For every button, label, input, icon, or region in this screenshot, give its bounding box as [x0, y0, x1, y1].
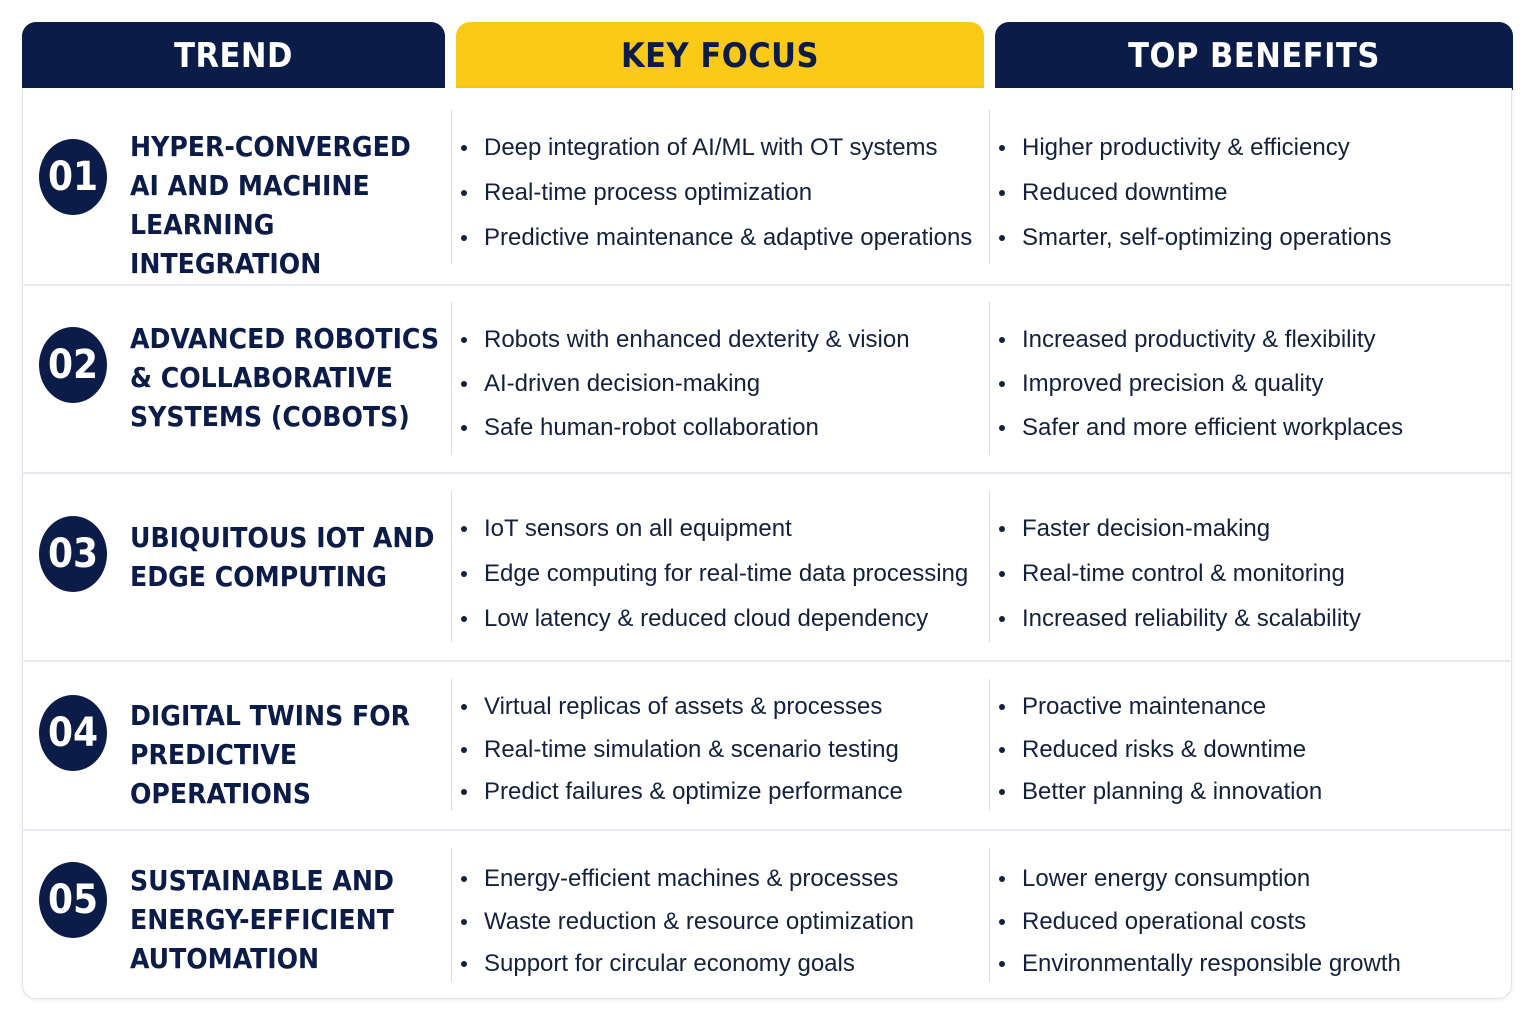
- key-focus-list-item: IoT sensors on all equipment: [458, 506, 968, 551]
- trend-title: SUSTAINABLE AND ENERGY-EFFICIENT AUTOMATION: [130, 864, 394, 975]
- top-benefits-list: [996, 506, 1361, 641]
- top-benefits-list-item: Proactive maintenance: [996, 686, 1322, 729]
- key-focus-list: [458, 686, 903, 814]
- key-focus-list-item: Predictive maintenance & adaptive operations: [458, 215, 972, 260]
- key-focus-list: [458, 858, 914, 986]
- key-focus-list-item: Deep integration of AI/ML with OT systems: [458, 125, 972, 170]
- key-focus-list: [458, 125, 972, 260]
- trend-title: ADVANCED ROBOTICS & COLLABORATIVE SYSTEMS (COBOTS): [130, 322, 440, 433]
- top-benefits-list: [996, 318, 1403, 450]
- top-benefits-list-item: Real-time control & monitoring: [996, 551, 1361, 596]
- column-divider: [989, 679, 990, 811]
- top-benefits-list-item: Lower energy consumption: [996, 858, 1401, 901]
- row-number-badge: 02: [39, 327, 107, 403]
- row-number-badge: 01: [39, 139, 107, 215]
- top-benefits-list-item: Environmentally responsible growth: [996, 943, 1401, 986]
- top-benefits-list-item: Reduced risks & downtime: [996, 729, 1322, 772]
- top-benefits-list: [996, 686, 1322, 814]
- row-divider: [22, 284, 1512, 286]
- key-focus-list-item: Real-time simulation & scenario testing: [458, 729, 903, 772]
- top-benefits-list: [996, 858, 1401, 986]
- header-top-benefits: TOP BENEFITS: [995, 22, 1513, 90]
- key-focus-list-item: Safe human-robot collaboration: [458, 406, 910, 450]
- top-benefits-list-item: Increased reliability & scalability: [996, 596, 1361, 641]
- column-divider: [989, 491, 990, 642]
- key-focus-list-item: AI-driven decision-making: [458, 362, 910, 406]
- top-benefits-list: [996, 125, 1392, 260]
- trend-title: UBIQUITOUS IOT AND EDGE COMPUTING: [130, 521, 435, 593]
- key-focus-list-item: Robots with enhanced dexterity & vision: [458, 318, 910, 362]
- key-focus-list-item: Edge computing for real-time data processing: [458, 551, 968, 596]
- top-benefits-list-item: Reduced operational costs: [996, 901, 1401, 944]
- key-focus-list-item: Waste reduction & resource optimization: [458, 901, 914, 944]
- top-benefits-list-item: Reduced downtime: [996, 170, 1392, 215]
- top-benefits-list-item: Better planning & innovation: [996, 771, 1322, 814]
- row-number-badge: 05: [39, 862, 107, 938]
- header-key-focus: KEY FOCUS: [456, 22, 984, 90]
- row-divider: [22, 472, 1512, 474]
- header-trend: TREND: [22, 22, 445, 90]
- key-focus-list-item: Low latency & reduced cloud dependency: [458, 596, 968, 641]
- key-focus-list: [458, 318, 910, 450]
- column-divider: [989, 302, 990, 455]
- top-benefits-list-item: Smarter, self-optimizing operations: [996, 215, 1392, 260]
- trend-title: HYPER-CONVERGED AI AND MACHINE LEARNING INTEGRATION: [130, 130, 411, 280]
- key-focus-list-item: Real-time process optimization: [458, 170, 972, 215]
- top-benefits-list-item: Improved precision & quality: [996, 362, 1403, 406]
- column-divider: [989, 110, 990, 264]
- top-benefits-list-item: Safer and more efficient workplaces: [996, 406, 1403, 450]
- key-focus-list: [458, 506, 968, 641]
- row-divider: [22, 829, 1512, 831]
- top-benefits-list-item: Faster decision-making: [996, 506, 1361, 551]
- top-benefits-list-item: Increased productivity & flexibility: [996, 318, 1403, 362]
- key-focus-list-item: Predict failures & optimize performance: [458, 771, 903, 814]
- row-divider: [22, 660, 1512, 662]
- key-focus-list-item: Virtual replicas of assets & processes: [458, 686, 903, 729]
- key-focus-list-item: Support for circular economy goals: [458, 943, 914, 986]
- top-benefits-list-item: Higher productivity & efficiency: [996, 125, 1392, 170]
- column-divider: [989, 848, 990, 982]
- row-number-badge: 04: [39, 695, 107, 771]
- key-focus-list-item: Energy-efficient machines & processes: [458, 858, 914, 901]
- trend-title: DIGITAL TWINS FOR PREDICTIVE OPERATIONS: [130, 699, 410, 810]
- row-number-badge: 03: [39, 516, 107, 592]
